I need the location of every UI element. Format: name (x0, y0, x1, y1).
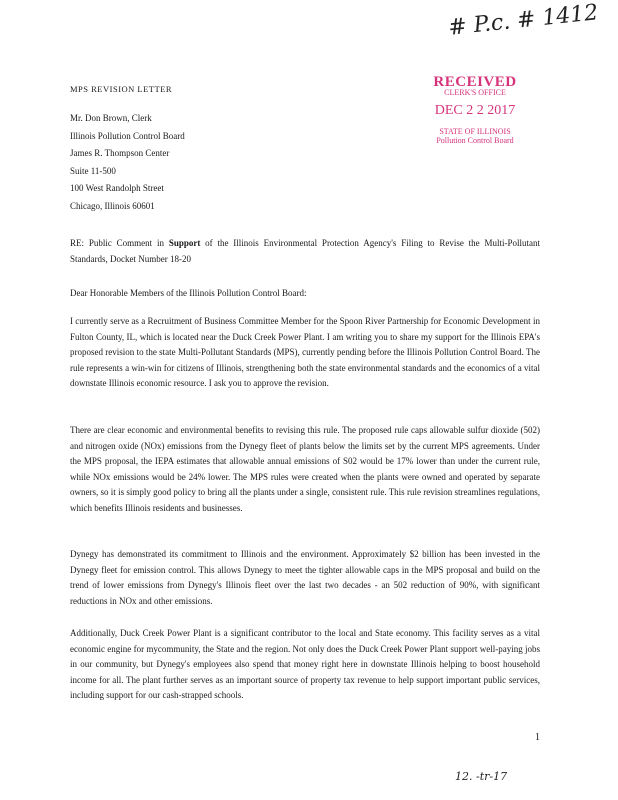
handwritten-bottom-note: 12. -tr-17 (455, 770, 508, 783)
letter-header-label: MPS REVISION LETTER (70, 84, 173, 94)
subject-prefix: RE: Public Comment in (70, 238, 169, 248)
stamp-state: STATE OF ILLINOIS (439, 127, 511, 136)
page-number: 1 (535, 732, 540, 743)
subject-bold-word: Support (168, 238, 201, 248)
address-line: 100 West Randolph Street (70, 183, 164, 193)
received-stamp (400, 74, 550, 145)
paragraph-1: I currently serve as a Recruitment of Business Committee Member for the Spoon River Partnership for Economic Development in Fulton County, IL, which is located near the Duck Creek Power Plant. I am writing you to share my support for the Illinois EPA's proposed revision to the state Multi-Pollutant Standards (MPS), currently pending before the Illinois Pollution Control Board. The rule represents a win-win for citizens of Illinois, strengthening both the state environmental standards and the economics of a vital downstate Illinois economic resource. I ask you to approve the revision. (70, 316, 540, 388)
paragraph-3: Dynegy has demonstrated its commitment to Illinois and the environment. Approximately $2 billion has been invested in the Dynegy fleet for emission control. This allows Dynegy to meet the tighter allowable caps in the MPS proposal and build on the trend of lower emissions from Dynegy's Illinois fleet over the last two decades - an 502 reduction of 90%, with significant reductions in NOx and other emissions. (70, 549, 540, 606)
paragraph-2: There are clear economic and environmental benefits to revising this rule. The proposed rule caps allowable sulfur dioxide (502) and nitrogen oxide (NOx) emissions from the Dynegy fleet of plants below the limits set by the current MPS agreements. Under the MPS proposal, the IEPA estimates that allowable annual emissions of S02 would be 17% lower than under the current rule, while NOx emissions would be 24% lower. The MPS rules were created when the plants were owned and operated by separate owners, so it is simply good policy to bring all the plants under a single, consistent rule. This rule revision streamlines regulations, which benefits Illinois residents and businesses. (70, 425, 540, 513)
address-line: Suite 11-500 (70, 165, 116, 176)
stamp-date: DEC 2 2 2017 (434, 103, 516, 118)
address-line: James R. Thompson Center (70, 148, 170, 158)
stamp-received: RECEIVED (433, 74, 517, 90)
stamp-board: Pollution Control Board (436, 136, 514, 145)
address-line: Illinois Pollution Control Board (70, 130, 185, 141)
stamp-office: CLERK'S OFFICE (444, 88, 506, 97)
recipient-address (70, 110, 185, 215)
address-line: Chicago, Illinois 60601 (70, 200, 155, 211)
subject-rest: of the Illinois Environmental Protection Agency's Filing to Revise the Multi-Pollutant Standards, Docket Number 18-20 (70, 238, 540, 264)
subject-line (70, 236, 540, 267)
salutation: Dear Honorable Members of the Illinois Pollution Control Board: (70, 288, 307, 298)
handwritten-corner-note: # P.c. # 1412 (447, 0, 600, 41)
paragraph-4: Additionally, Duck Creek Power Plant is a significant contributor to the local and State economy. This facility serves as a vital economic engine for mycommunity, the State and the region. Not only does the Duck Creek Power Plant support well-paying jobs in our community, but Dynegy's employees also spend that money right here in downstate Illinois helping to boost household income for all. The plant further serves as an important source of property tax revenue to help support important public services, including support for our cash-strapped schools. (70, 628, 540, 700)
address-line: Mr. Don Brown, Clerk (70, 113, 152, 123)
